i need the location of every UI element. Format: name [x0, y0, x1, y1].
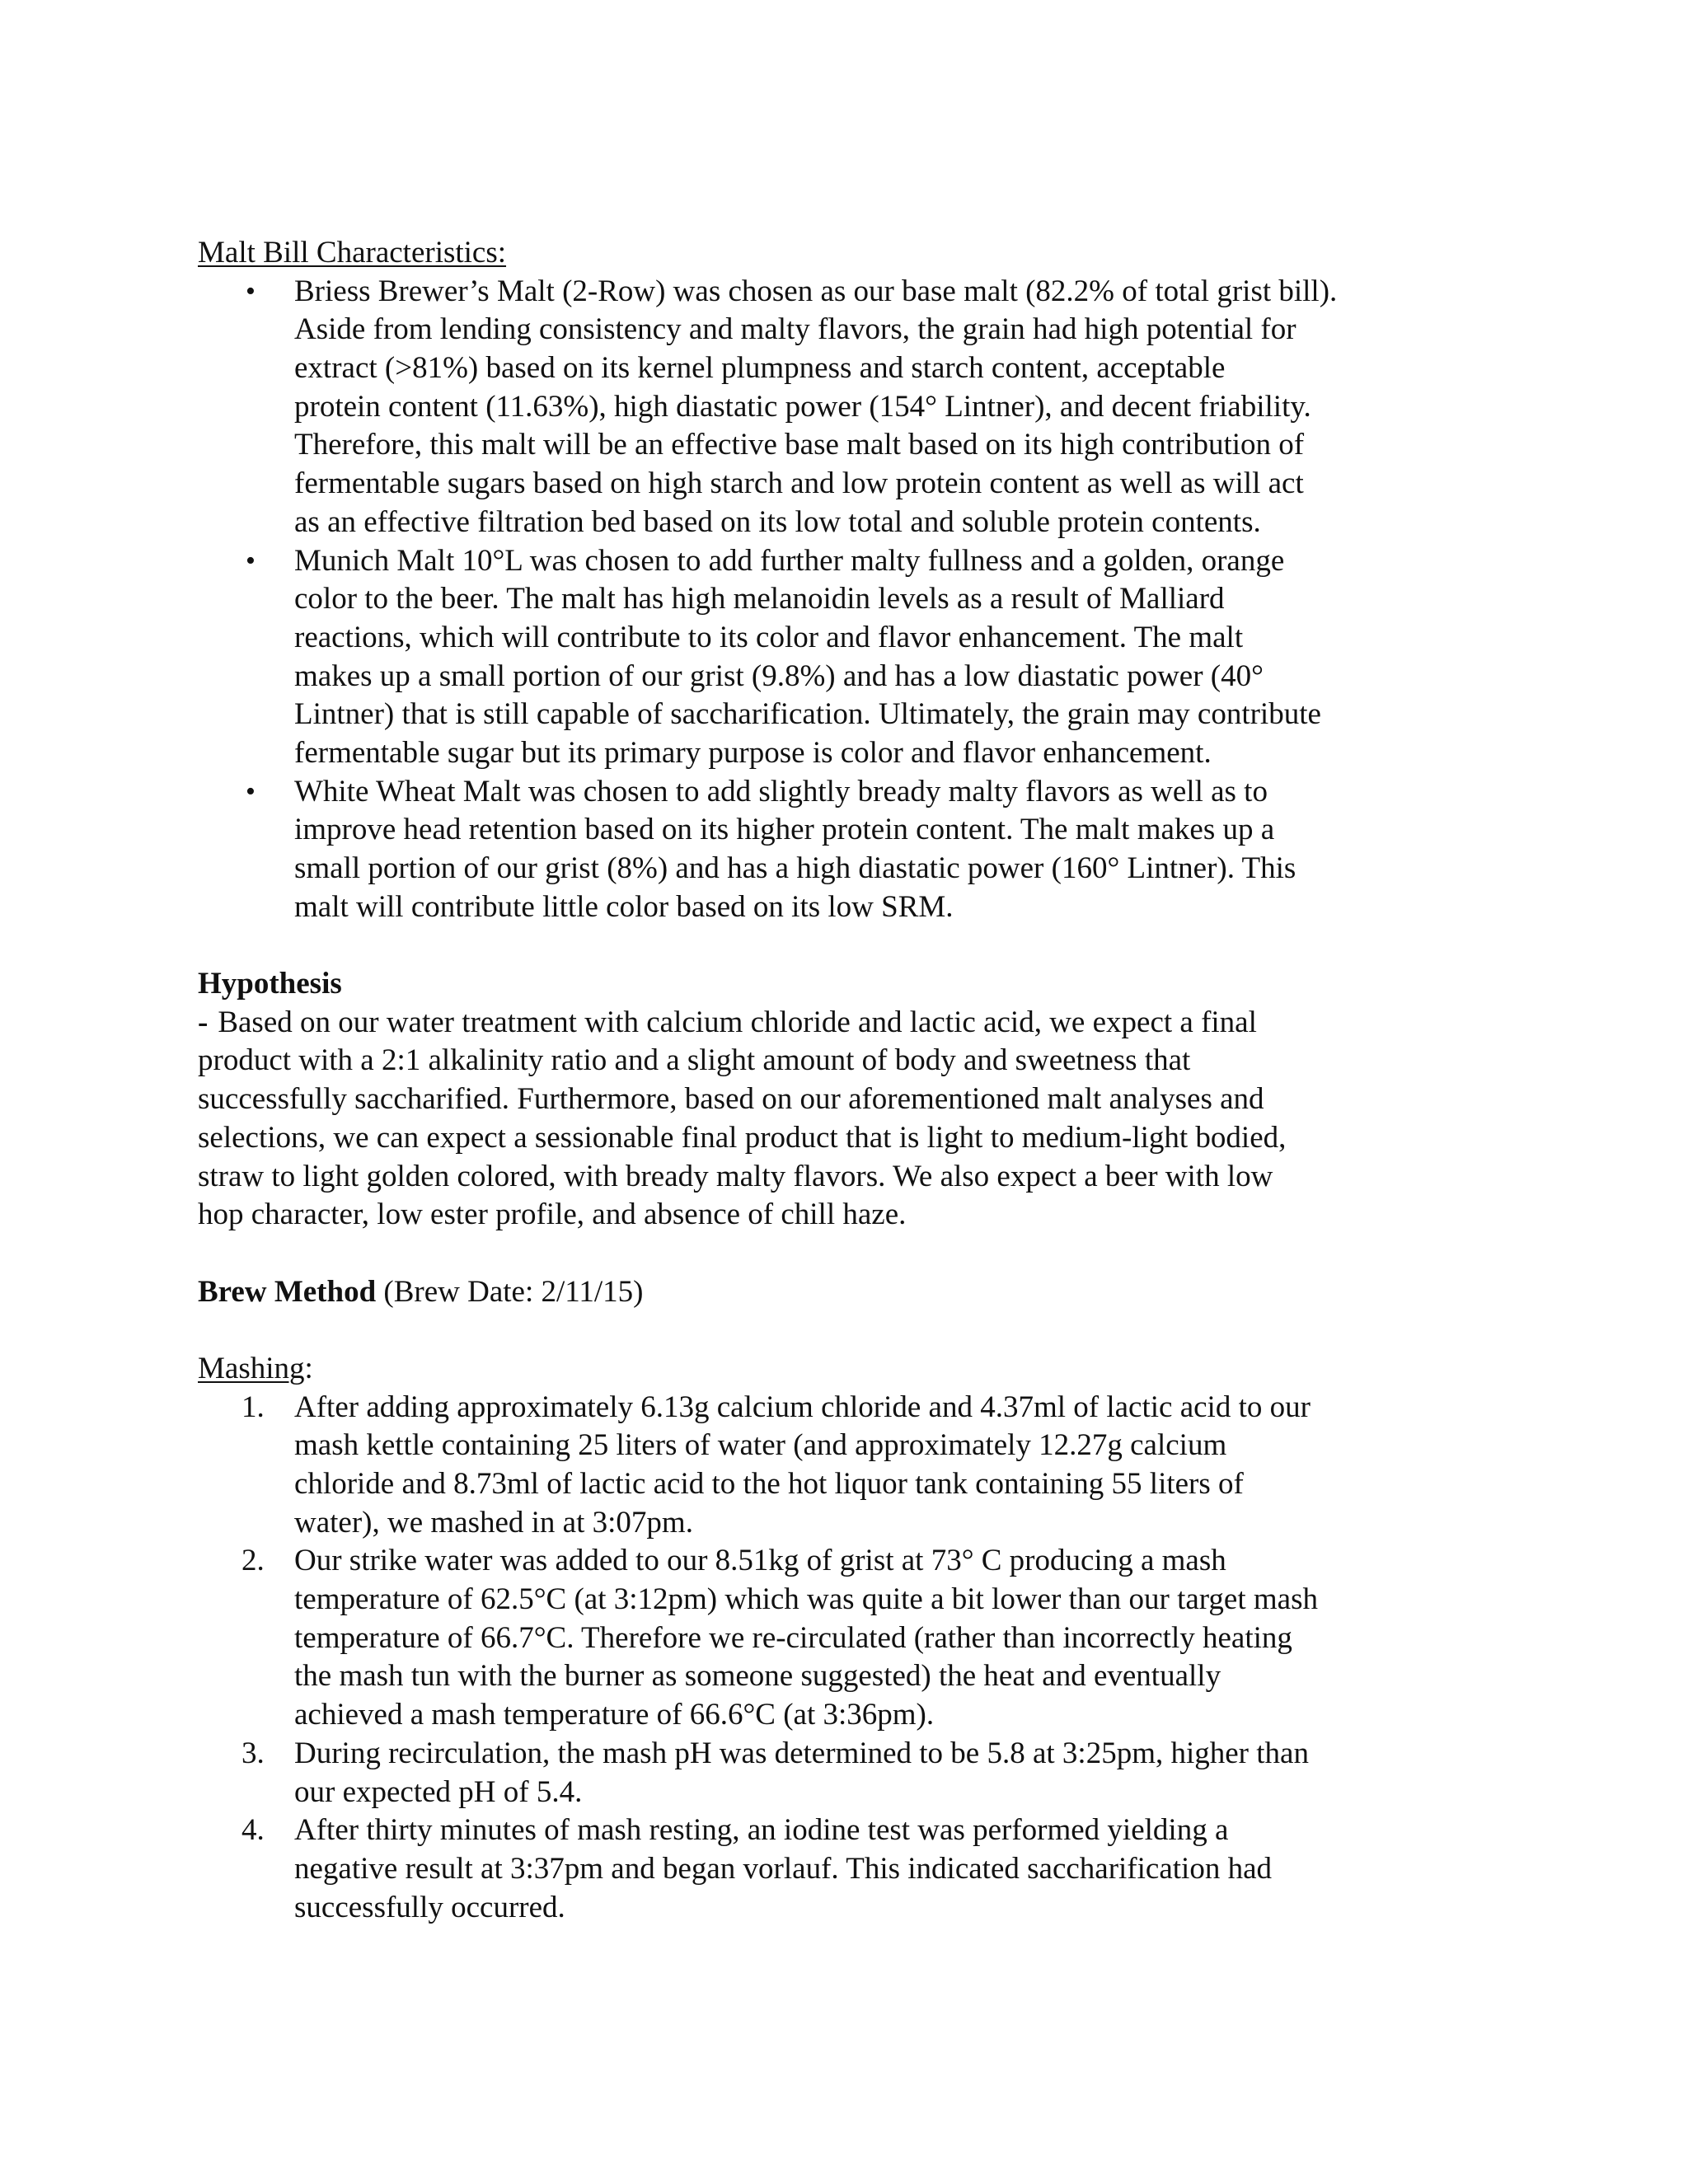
brew-date-note: (Brew Date: 2/11/15)	[383, 1274, 644, 1309]
brew-method-title: Brew Method	[198, 1274, 377, 1309]
paragraph-line: water), we mashed in at 3:07pm.	[294, 1505, 693, 1540]
paragraph-line: Aside from lending consistency and malty flavors, the grain had high potential for	[294, 312, 1296, 347]
dash-marker: -	[198, 1005, 209, 1039]
paragraph-line: Briess Brewer’s Malt (2-Row) was chosen as our base malt (82.2% of total grist bill).	[294, 274, 1338, 308]
paragraph-line: protein content (11.63%), high diastatic power (154° Lintner), and decent friability.	[294, 389, 1311, 424]
paragraph-line: improve head retention based on its higher protein content. The malt makes up a	[294, 813, 1275, 847]
paragraph-line: chloride and 8.73ml of lactic acid to the hot liquor tank containing 55 liters of	[294, 1467, 1244, 1501]
hypothesis-heading: Hypothesis	[198, 967, 342, 1001]
section-spacer	[198, 1311, 1500, 1350]
paragraph-line: Munich Malt 10°L was chosen to add further malty fullness and a golden, orange	[294, 543, 1285, 578]
paragraph-line: color to the beer. The malt has high melanoidin levels as a result of Malliard	[294, 582, 1225, 616]
mashing-step	[198, 1542, 1500, 1734]
paragraph-line: White Wheat Malt was chosen to add slightly bready malty flavors as well as to	[294, 774, 1268, 808]
paragraph-line: temperature of 62.5°C (at 3:12pm) which was quite a bit lower than our target mash	[294, 1582, 1318, 1617]
paragraph-line: as an effective filtration bed based on its low total and soluble protein contents.	[294, 504, 1261, 539]
mashing-step	[198, 1811, 1500, 1927]
paragraph-line: Therefore, this malt will be an effective base malt based on its high contribution of	[294, 428, 1305, 462]
paragraph-line: straw to light golden colored, with bready malty flavors. We also expect a beer with low	[198, 1159, 1273, 1193]
mashing-heading	[198, 1350, 1500, 1389]
malt-bill-item	[198, 542, 1500, 773]
paragraph-line: selections, we can expect a sessionable final product that is light to medium-light bodied,	[198, 1120, 1287, 1155]
paragraph-text: Based on our water treatment with calcium chloride and lactic acid, we expect a final	[218, 1005, 1257, 1039]
bullet-marker: •	[246, 275, 256, 307]
bullet-marker: •	[246, 545, 256, 576]
mashing-step	[198, 1735, 1500, 1811]
paragraph-line: successfully saccharified. Furthermore, based on our aforementioned malt analyses and	[198, 1082, 1264, 1117]
paragraph-line: After thirty minutes of mash resting, an iodine test was performed yielding a	[294, 1813, 1229, 1848]
section-spacer	[198, 1235, 1500, 1273]
paragraph-line: After adding approximately 6.13g calcium chloride and 4.37ml of lactic acid to our	[294, 1390, 1311, 1424]
paragraph-line: Lintner) that is still capable of saccharification. Ultimately, the grain may contribute	[294, 697, 1321, 732]
mashing-colon: :	[304, 1351, 313, 1385]
step-number: 1.	[241, 1390, 265, 1424]
paragraph-line: temperature of 66.7°C. Therefore we re-circulated (rather than incorrectly heating	[294, 1620, 1292, 1655]
paragraph-line: hop character, low ester profile, and absence of chill haze.	[198, 1197, 907, 1232]
paragraph-line: fermentable sugar but its primary purpose is color and flavor enhancement.	[294, 735, 1212, 770]
document-page	[198, 234, 1500, 1927]
step-number: 3.	[241, 1736, 265, 1770]
step-number: 4.	[241, 1813, 265, 1848]
bullet-marker: •	[246, 776, 256, 807]
paragraph-line: successfully occurred.	[294, 1890, 565, 1924]
paragraph-line: During recirculation, the mash pH was determined to be 5.8 at 3:25pm, higher than	[294, 1736, 1309, 1770]
malt-bill-heading: Malt Bill Characteristics:	[198, 236, 507, 269]
paragraph-line	[198, 1004, 1500, 1043]
mashing-step	[198, 1389, 1500, 1543]
paragraph-line: mash kettle containing 25 liters of water (and approximately 12.27g calcium	[294, 1428, 1227, 1463]
paragraph-line: our expected pH of 5.4.	[294, 1774, 583, 1809]
mashing-title: Mashing	[198, 1351, 305, 1385]
paragraph-line: small portion of our grist (8%) and has a high diastatic power (160° Lintner). This	[294, 851, 1296, 885]
paragraph-line: malt will contribute little color based on its low SRM.	[294, 889, 954, 924]
paragraph-line: achieved a mash temperature of 66.6°C (at 3:36pm).	[294, 1698, 935, 1732]
paragraph-line: the mash tun with the burner as someone suggested) the heat and eventually	[294, 1659, 1221, 1694]
paragraph-line: Our strike water was added to our 8.51kg of grist at 73° C producing a mash	[294, 1544, 1226, 1578]
paragraph-line: negative result at 3:37pm and began vorlauf. This indicated saccharification had	[294, 1851, 1272, 1886]
brew-method-heading	[198, 1273, 1500, 1312]
section-spacer	[198, 926, 1500, 965]
paragraph-line: product with a 2:1 alkalinity ratio and a slight amount of body and sweetness that	[198, 1043, 1191, 1078]
paragraph-line: fermentable sugars based on high starch and low protein content as well as will act	[294, 466, 1304, 501]
malt-bill-item	[198, 273, 1500, 542]
paragraph-line: reactions, which will contribute to its color and flavor enhancement. The malt	[294, 620, 1244, 654]
step-number: 2.	[241, 1544, 265, 1578]
paragraph-line: makes up a small portion of our grist (9.8%) and has a low diastatic power (40°	[294, 658, 1264, 693]
malt-bill-item	[198, 773, 1500, 927]
paragraph-line: extract (>81%) based on its kernel plumpness and starch content, acceptable	[294, 351, 1226, 386]
